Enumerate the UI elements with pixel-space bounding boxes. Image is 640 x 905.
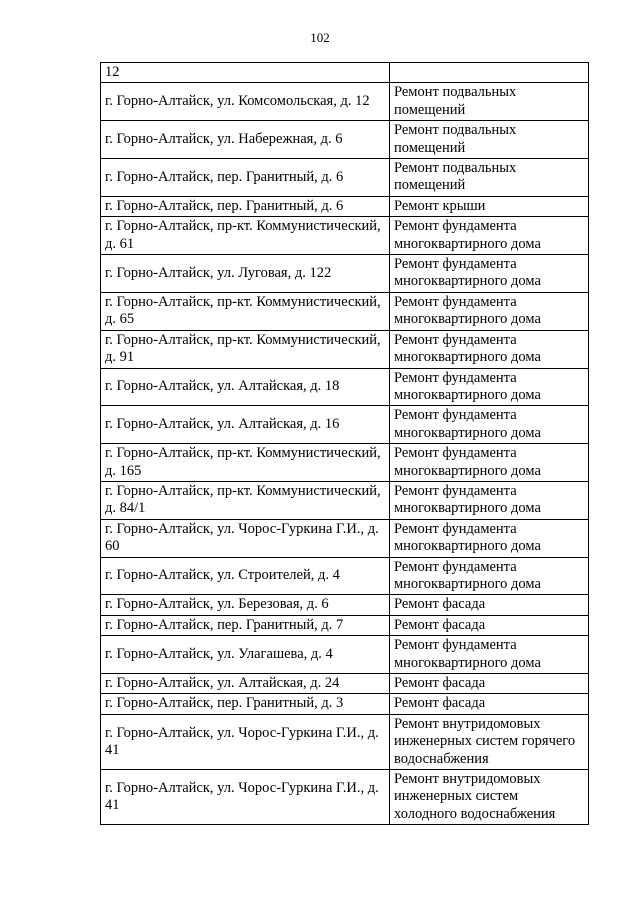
- work-cell: Ремонт фундамента многоквартирного дома: [390, 557, 589, 595]
- table-row: [101, 217, 589, 255]
- work-cell: Ремонт крыши: [390, 196, 589, 216]
- address-cell: г. Горно-Алтайск, ул. Набережная, д. 6: [101, 121, 390, 159]
- table-body: [101, 63, 589, 825]
- address-cell: г. Горно-Алтайск, ул. Березовая, д. 6: [101, 595, 390, 615]
- work-cell: Ремонт фундамента многоквартирного дома: [390, 519, 589, 557]
- table-row: [101, 636, 589, 674]
- work-cell: Ремонт подвальных помещений: [390, 121, 589, 159]
- address-cell: г. Горно-Алтайск, ул. Чорос-Гуркина Г.И., д. 41: [101, 770, 390, 825]
- table-row: [101, 519, 589, 557]
- table-row: [101, 83, 589, 121]
- address-cell: г. Горно-Алтайск, пер. Гранитный, д. 6: [101, 159, 390, 197]
- table-row: [101, 595, 589, 615]
- work-cell: Ремонт внутридомовых инженерных систем холодного водоснабжения: [390, 770, 589, 825]
- address-cell: г. Горно-Алтайск, пер. Гранитный, д. 6: [101, 196, 390, 216]
- work-cell: Ремонт подвальных помещений: [390, 83, 589, 121]
- table-row: [101, 770, 589, 825]
- work-cell: Ремонт фундамента многоквартирного дома: [390, 330, 589, 368]
- work-cell: Ремонт фундамента многоквартирного дома: [390, 368, 589, 406]
- address-cell: г. Горно-Алтайск, пр-кт. Коммунистический, д. 61: [101, 217, 390, 255]
- address-cell: г. Горно-Алтайск, пер. Гранитный, д. 7: [101, 615, 390, 635]
- work-cell: Ремонт подвальных помещений: [390, 159, 589, 197]
- table-row: [101, 255, 589, 293]
- work-cell: Ремонт фундамента многоквартирного дома: [390, 255, 589, 293]
- table-row: [101, 557, 589, 595]
- table-row: [101, 63, 589, 83]
- work-cell: Ремонт фундамента многоквартирного дома: [390, 217, 589, 255]
- work-cell: Ремонт фасада: [390, 674, 589, 694]
- table-row: [101, 444, 589, 482]
- table-row: [101, 292, 589, 330]
- work-cell: Ремонт фундамента многоквартирного дома: [390, 292, 589, 330]
- table-row: [101, 694, 589, 714]
- address-cell: г. Горно-Алтайск, ул. Луговая, д. 122: [101, 255, 390, 293]
- table-row: [101, 368, 589, 406]
- repair-works-table: [100, 62, 589, 825]
- address-cell: г. Горно-Алтайск, пр-кт. Коммунистический, д. 65: [101, 292, 390, 330]
- address-cell: г. Горно-Алтайск, ул. Чорос-Гуркина Г.И., д. 41: [101, 714, 390, 769]
- address-cell: г. Горно-Алтайск, ул. Комсомольская, д. 12: [101, 83, 390, 121]
- address-cell: г. Горно-Алтайск, ул. Строителей, д. 4: [101, 557, 390, 595]
- work-cell: Ремонт фасада: [390, 694, 589, 714]
- address-cell: г. Горно-Алтайск, ул. Улагашева, д. 4: [101, 636, 390, 674]
- table-row: [101, 714, 589, 769]
- table-row: [101, 196, 589, 216]
- table-row: [101, 406, 589, 444]
- work-cell: Ремонт фундамента многоквартирного дома: [390, 636, 589, 674]
- address-cell: г. Горно-Алтайск, ул. Алтайская, д. 24: [101, 674, 390, 694]
- address-cell: г. Горно-Алтайск, пр-кт. Коммунистический, д. 84/1: [101, 481, 390, 519]
- address-cell: г. Горно-Алтайск, пр-кт. Коммунистический, д. 91: [101, 330, 390, 368]
- address-cell: 12: [101, 63, 390, 83]
- work-cell: Ремонт внутридомовых инженерных систем горячего водоснабжения: [390, 714, 589, 769]
- work-cell: Ремонт фундамента многоквартирного дома: [390, 406, 589, 444]
- table-row: [101, 159, 589, 197]
- table-row: [101, 330, 589, 368]
- address-cell: г. Горно-Алтайск, пер. Гранитный, д. 3: [101, 694, 390, 714]
- table-row: [101, 121, 589, 159]
- table-row: [101, 615, 589, 635]
- address-cell: г. Горно-Алтайск, ул. Алтайская, д. 18: [101, 368, 390, 406]
- work-cell: Ремонт фасада: [390, 595, 589, 615]
- address-cell: г. Горно-Алтайск, пр-кт. Коммунистический, д. 165: [101, 444, 390, 482]
- address-cell: г. Горно-Алтайск, ул. Чорос-Гуркина Г.И., д. 60: [101, 519, 390, 557]
- address-cell: г. Горно-Алтайск, ул. Алтайская, д. 16: [101, 406, 390, 444]
- table-row: [101, 674, 589, 694]
- table-row: [101, 481, 589, 519]
- work-cell: Ремонт фундамента многоквартирного дома: [390, 444, 589, 482]
- work-cell: Ремонт фундамента многоквартирного дома: [390, 481, 589, 519]
- work-cell: [390, 63, 589, 83]
- page-number: 102: [310, 30, 330, 45]
- work-cell: Ремонт фасада: [390, 615, 589, 635]
